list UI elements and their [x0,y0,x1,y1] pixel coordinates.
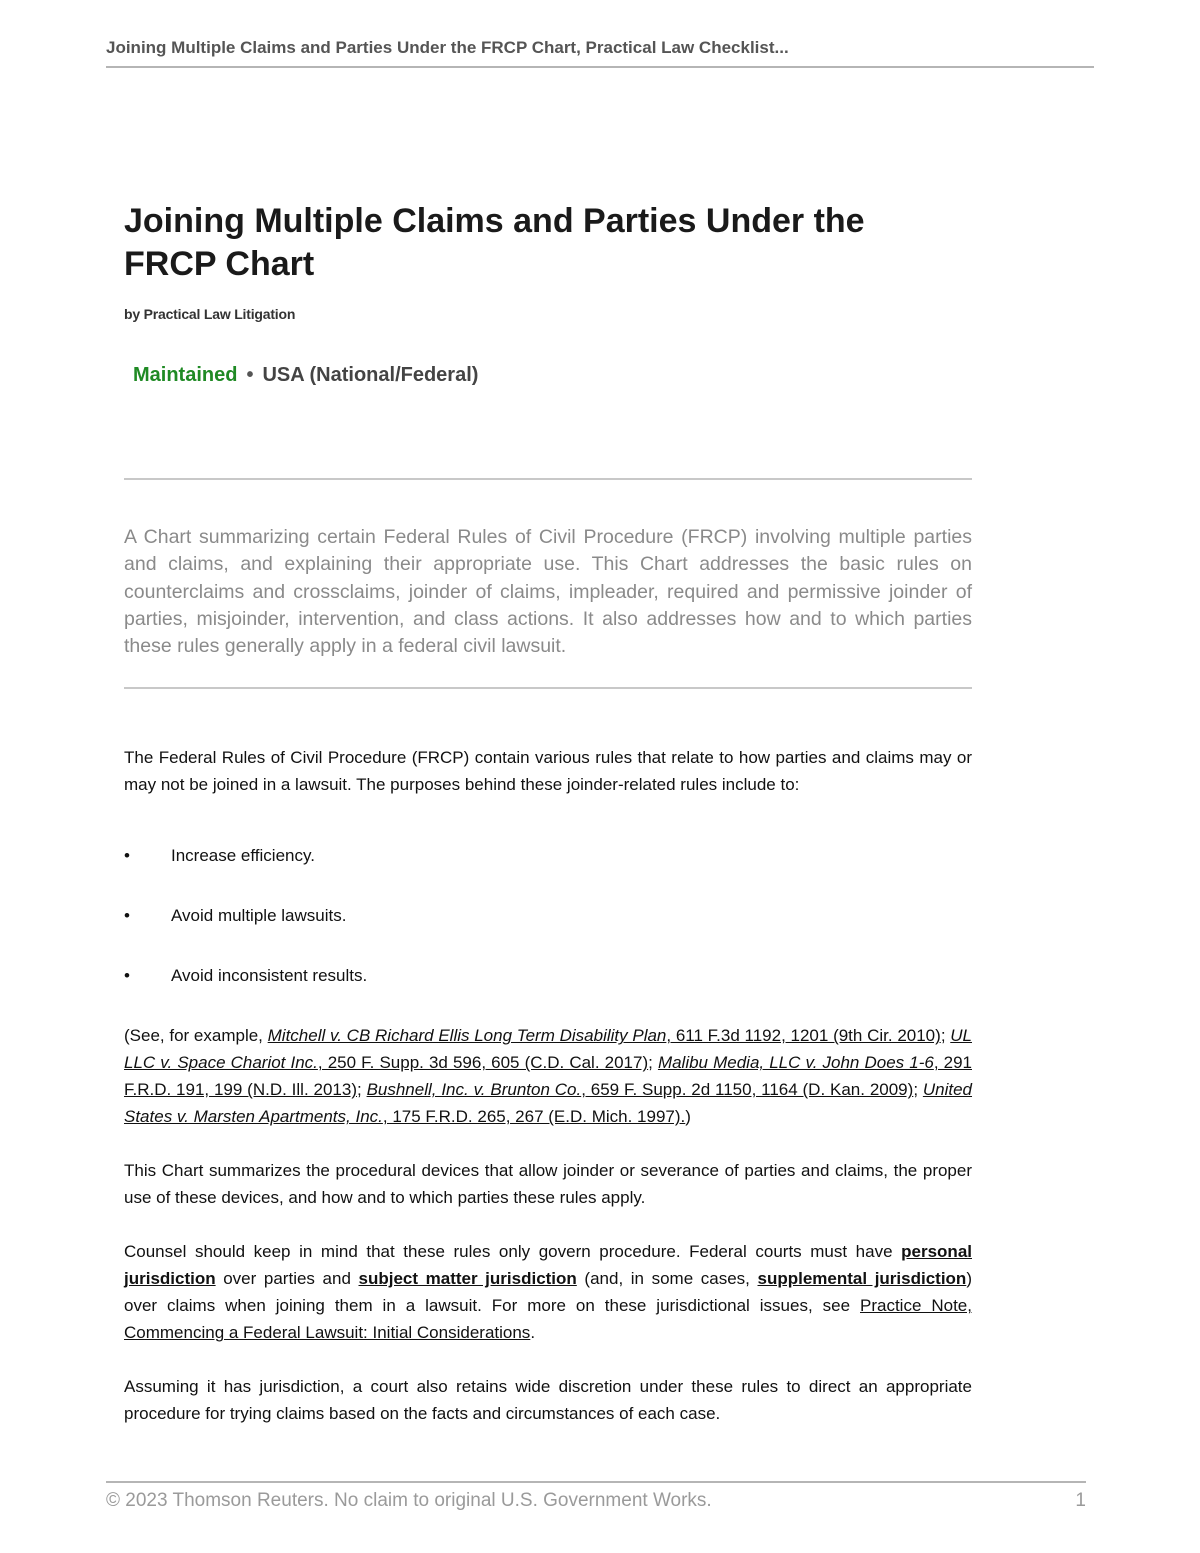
title-line-1: Joining Multiple Claims and Parties Under the [124,202,865,240]
case-cite: , 250 F. Supp. 3d 596, 605 (C.D. Cal. 2017) [317,1053,649,1073]
counsel-paragraph [124,1238,972,1346]
bullet-glyph: • [124,906,130,926]
case-name: Malibu Media, LLC v. John Does 1-6 [657,1053,934,1073]
meta-separator: • [246,364,254,386]
abstract-top-divider [124,478,972,480]
case-name: Bushnell, Inc. v. Brunton Co. [366,1080,582,1100]
case-cite: , 659 F. Supp. 2d 1150, 1164 (D. Kan. 2009) [581,1080,914,1100]
author-byline: by Practical Law Litigation [124,306,296,322]
page-number: 1 [1075,1490,1086,1511]
chart-summary-paragraph: This Chart summarizes the procedural devices that allow joinder or severance of parties and claims, the proper use of these devices, and how and to which parties these rules apply. [124,1161,972,1208]
link-practice-note[interactable]: Practice Note, Commencing a Federal Lawsuit: Initial Considerations [124,1296,972,1343]
case-link-mitchell[interactable] [268,1026,941,1045]
case-name: Mitchell v. CB Richard Ellis Long Term Disability Plan [267,1026,667,1046]
status-badge: Maintained [133,364,238,386]
counsel-text: . [530,1323,536,1343]
cite-separator: ; [913,1080,923,1100]
case-name: United States v. Marsten Apartments, Inc. [124,1080,973,1127]
running-header: Joining Multiple Claims and Parties Under the FRCP Chart, Practical Law Checklist... [106,38,1094,68]
list-item [124,842,972,869]
purposes-list [124,842,972,989]
list-item [124,902,972,929]
list-item [124,962,972,989]
list-item-text: Avoid inconsistent results. [171,966,368,986]
jurisdiction-label: USA (National/Federal) [262,364,479,386]
page-footer [106,1481,1086,1512]
case-cite: , 291 F.R.D. 191, 199 (N.D. Ill. 2013) [124,1053,972,1100]
abstract: A Chart summarizing certain Federal Rules of Civil Procedure (FRCP) involving multiple parties and claims, and explaining their appropriate use. This Chart addresses the basic rules on counterclaims and crossclaims, joinder of claims, impleader, required and permissive joinder of parties, misjoinder, intervention, and class actions. It also addresses how and to which parties these rules generally apply in a federal civil lawsuit. [124,526,972,658]
case-name: UL LLC v. Space Chariot Inc. [124,1026,972,1073]
citations-open: (See, for example, [124,1026,268,1046]
assuming-paragraph: Assuming it has jurisdiction, a court also retains wide discretion under these rules to direct an appropriate procedure for trying claims based on the facts and circumstances of each case. [124,1377,972,1424]
counsel-text: over parties and [215,1269,359,1289]
case-link-bushnell[interactable] [367,1080,914,1099]
counsel-text: ) over claims when joining them in a lawsuit. For more on these jurisdictional issues, see [124,1269,972,1316]
citations-paragraph [124,1022,972,1130]
link-supplemental-jurisdiction[interactable]: supplemental jurisdiction [757,1269,967,1289]
case-cite: , 611 F.3d 1192, 1201 (9th Cir. 2010) [666,1026,941,1046]
counsel-text: Counsel should keep in mind that these rules only govern procedure. Federal courts must have [124,1242,902,1262]
document-body [124,200,972,1427]
bullet-glyph: • [124,966,130,986]
document-title [124,200,972,286]
cite-separator: ; [357,1080,367,1100]
document-meta [124,364,972,387]
cite-separator: ; [940,1026,951,1046]
link-personal-jurisdiction[interactable]: personal jurisdiction [124,1242,972,1289]
cite-separator: ; [648,1053,658,1073]
case-cite: , 175 F.R.D. 265, 267 (E.D. Mich. 1997). [382,1107,686,1127]
bullet-glyph: • [124,846,130,866]
list-item-text: Increase efficiency. [171,846,315,866]
intro-paragraph: The Federal Rules of Civil Procedure (FRCP) contain various rules that relate to how parties and claims may or may not be joined in a lawsuit. The purposes behind these joinder-related rules include to: [124,748,972,795]
citations-close: ) [685,1107,691,1127]
list-item-text: Avoid multiple lawsuits. [171,906,347,926]
link-subject-matter-jurisdiction[interactable]: subject matter jurisdiction [358,1269,577,1289]
counsel-text: (and, in some cases, [576,1269,758,1289]
abstract-bottom-divider [124,687,972,689]
copyright-notice: © 2023 Thomson Reuters. No claim to original U.S. Government Works. [106,1490,712,1511]
title-line-2: FRCP Chart [124,245,315,283]
